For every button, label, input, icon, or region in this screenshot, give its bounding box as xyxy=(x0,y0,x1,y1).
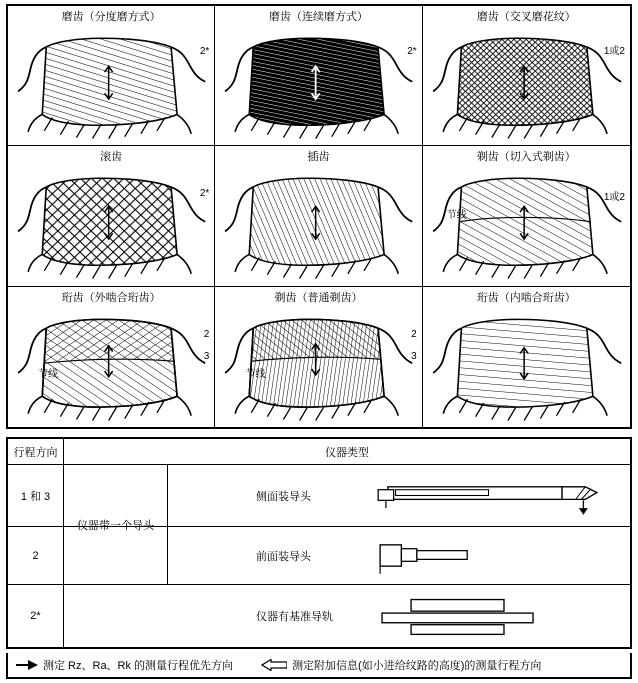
legend-item-primary xyxy=(16,657,233,673)
grid-cell xyxy=(215,146,422,286)
header-instrument: 仪器类型 xyxy=(325,446,369,459)
row-direction: 2 xyxy=(8,527,64,584)
row-label: 仪器有基准导轨 xyxy=(256,611,333,623)
cell-caption: 磨齿（交叉磨花纹） xyxy=(476,11,576,23)
grid-cell xyxy=(215,6,422,146)
cell-mark: 3 xyxy=(411,350,417,362)
cell-mark: 3 xyxy=(203,350,210,362)
grid-cell xyxy=(423,6,630,146)
grid-cell xyxy=(423,287,630,427)
grid-cell xyxy=(423,146,630,286)
gear-tooth-diagram xyxy=(423,303,630,427)
cell-mark: 2* xyxy=(407,46,417,57)
side-mounted-probe-diagram xyxy=(353,465,624,526)
cell-mark: 2 xyxy=(203,328,210,340)
front-mounted-probe-diagram xyxy=(353,527,624,584)
row-label: 侧面装导头 xyxy=(256,490,311,503)
outline-arrow-icon xyxy=(261,659,287,671)
cell-caption: 剃齿（普通剃齿） xyxy=(274,291,363,304)
pitch-line-label: 节线 xyxy=(446,210,467,222)
row-content xyxy=(168,585,630,647)
gear-pattern-grid xyxy=(6,4,632,429)
filled-arrow-icon xyxy=(16,659,38,671)
instrument-group-single-probe: 仪器带一个导头 xyxy=(64,465,168,585)
row-content xyxy=(168,527,630,584)
legend-bar xyxy=(6,653,632,679)
pitch-line-label: 节线 xyxy=(245,368,266,380)
cell-mark: 2* xyxy=(199,46,210,57)
grid-cell xyxy=(8,146,215,286)
cell-caption: 磨齿（连续磨方式） xyxy=(268,11,368,23)
table-row xyxy=(8,585,630,647)
gear-tooth-diagram xyxy=(215,162,421,285)
row-content xyxy=(168,465,630,526)
gear-tooth-diagram xyxy=(423,22,630,145)
cell-caption: 滚齿 xyxy=(100,151,123,164)
reference-guideway-diagram xyxy=(353,585,624,647)
row-label: 前面装导头 xyxy=(256,550,311,563)
pitch-line-label: 节线 xyxy=(38,368,58,380)
cell-caption: 插齿 xyxy=(307,151,330,164)
cell-caption: 珩齿（外啮合珩齿） xyxy=(61,291,161,304)
legend-secondary-text: 测定附加信息(如小进给纹路的高度)的测量行程方向 xyxy=(292,660,542,672)
cell-caption: 珩齿（内啮合珩齿） xyxy=(476,291,576,304)
gear-tooth-diagram xyxy=(215,22,421,145)
cell-mark: 1或2 xyxy=(603,192,625,204)
legend-item-secondary xyxy=(261,657,541,673)
cell-caption: 剃齿（切入式剃齿） xyxy=(476,151,576,164)
instrument-table xyxy=(6,437,632,649)
cell-mark: 2* xyxy=(199,188,210,200)
cell-mark: 2 xyxy=(411,328,417,340)
grid-cell xyxy=(8,6,215,146)
row-direction: 2* xyxy=(8,585,64,647)
grid-cell xyxy=(8,287,215,427)
table-header-row xyxy=(8,439,630,465)
legend-primary-text: 测定 Rz、Ra、Rk 的测量行程优先方向 xyxy=(43,660,234,672)
gear-tooth-diagram xyxy=(8,162,214,285)
gear-tooth-diagram xyxy=(423,162,630,285)
cell-caption: 磨齿（分度磨方式） xyxy=(61,11,161,23)
cell-mark: 1或2 xyxy=(603,46,625,57)
header-direction: 行程方向 xyxy=(8,439,64,464)
gear-tooth-diagram xyxy=(8,22,214,145)
row-direction: 1 和 3 xyxy=(8,465,64,526)
grid-cell xyxy=(215,287,422,427)
